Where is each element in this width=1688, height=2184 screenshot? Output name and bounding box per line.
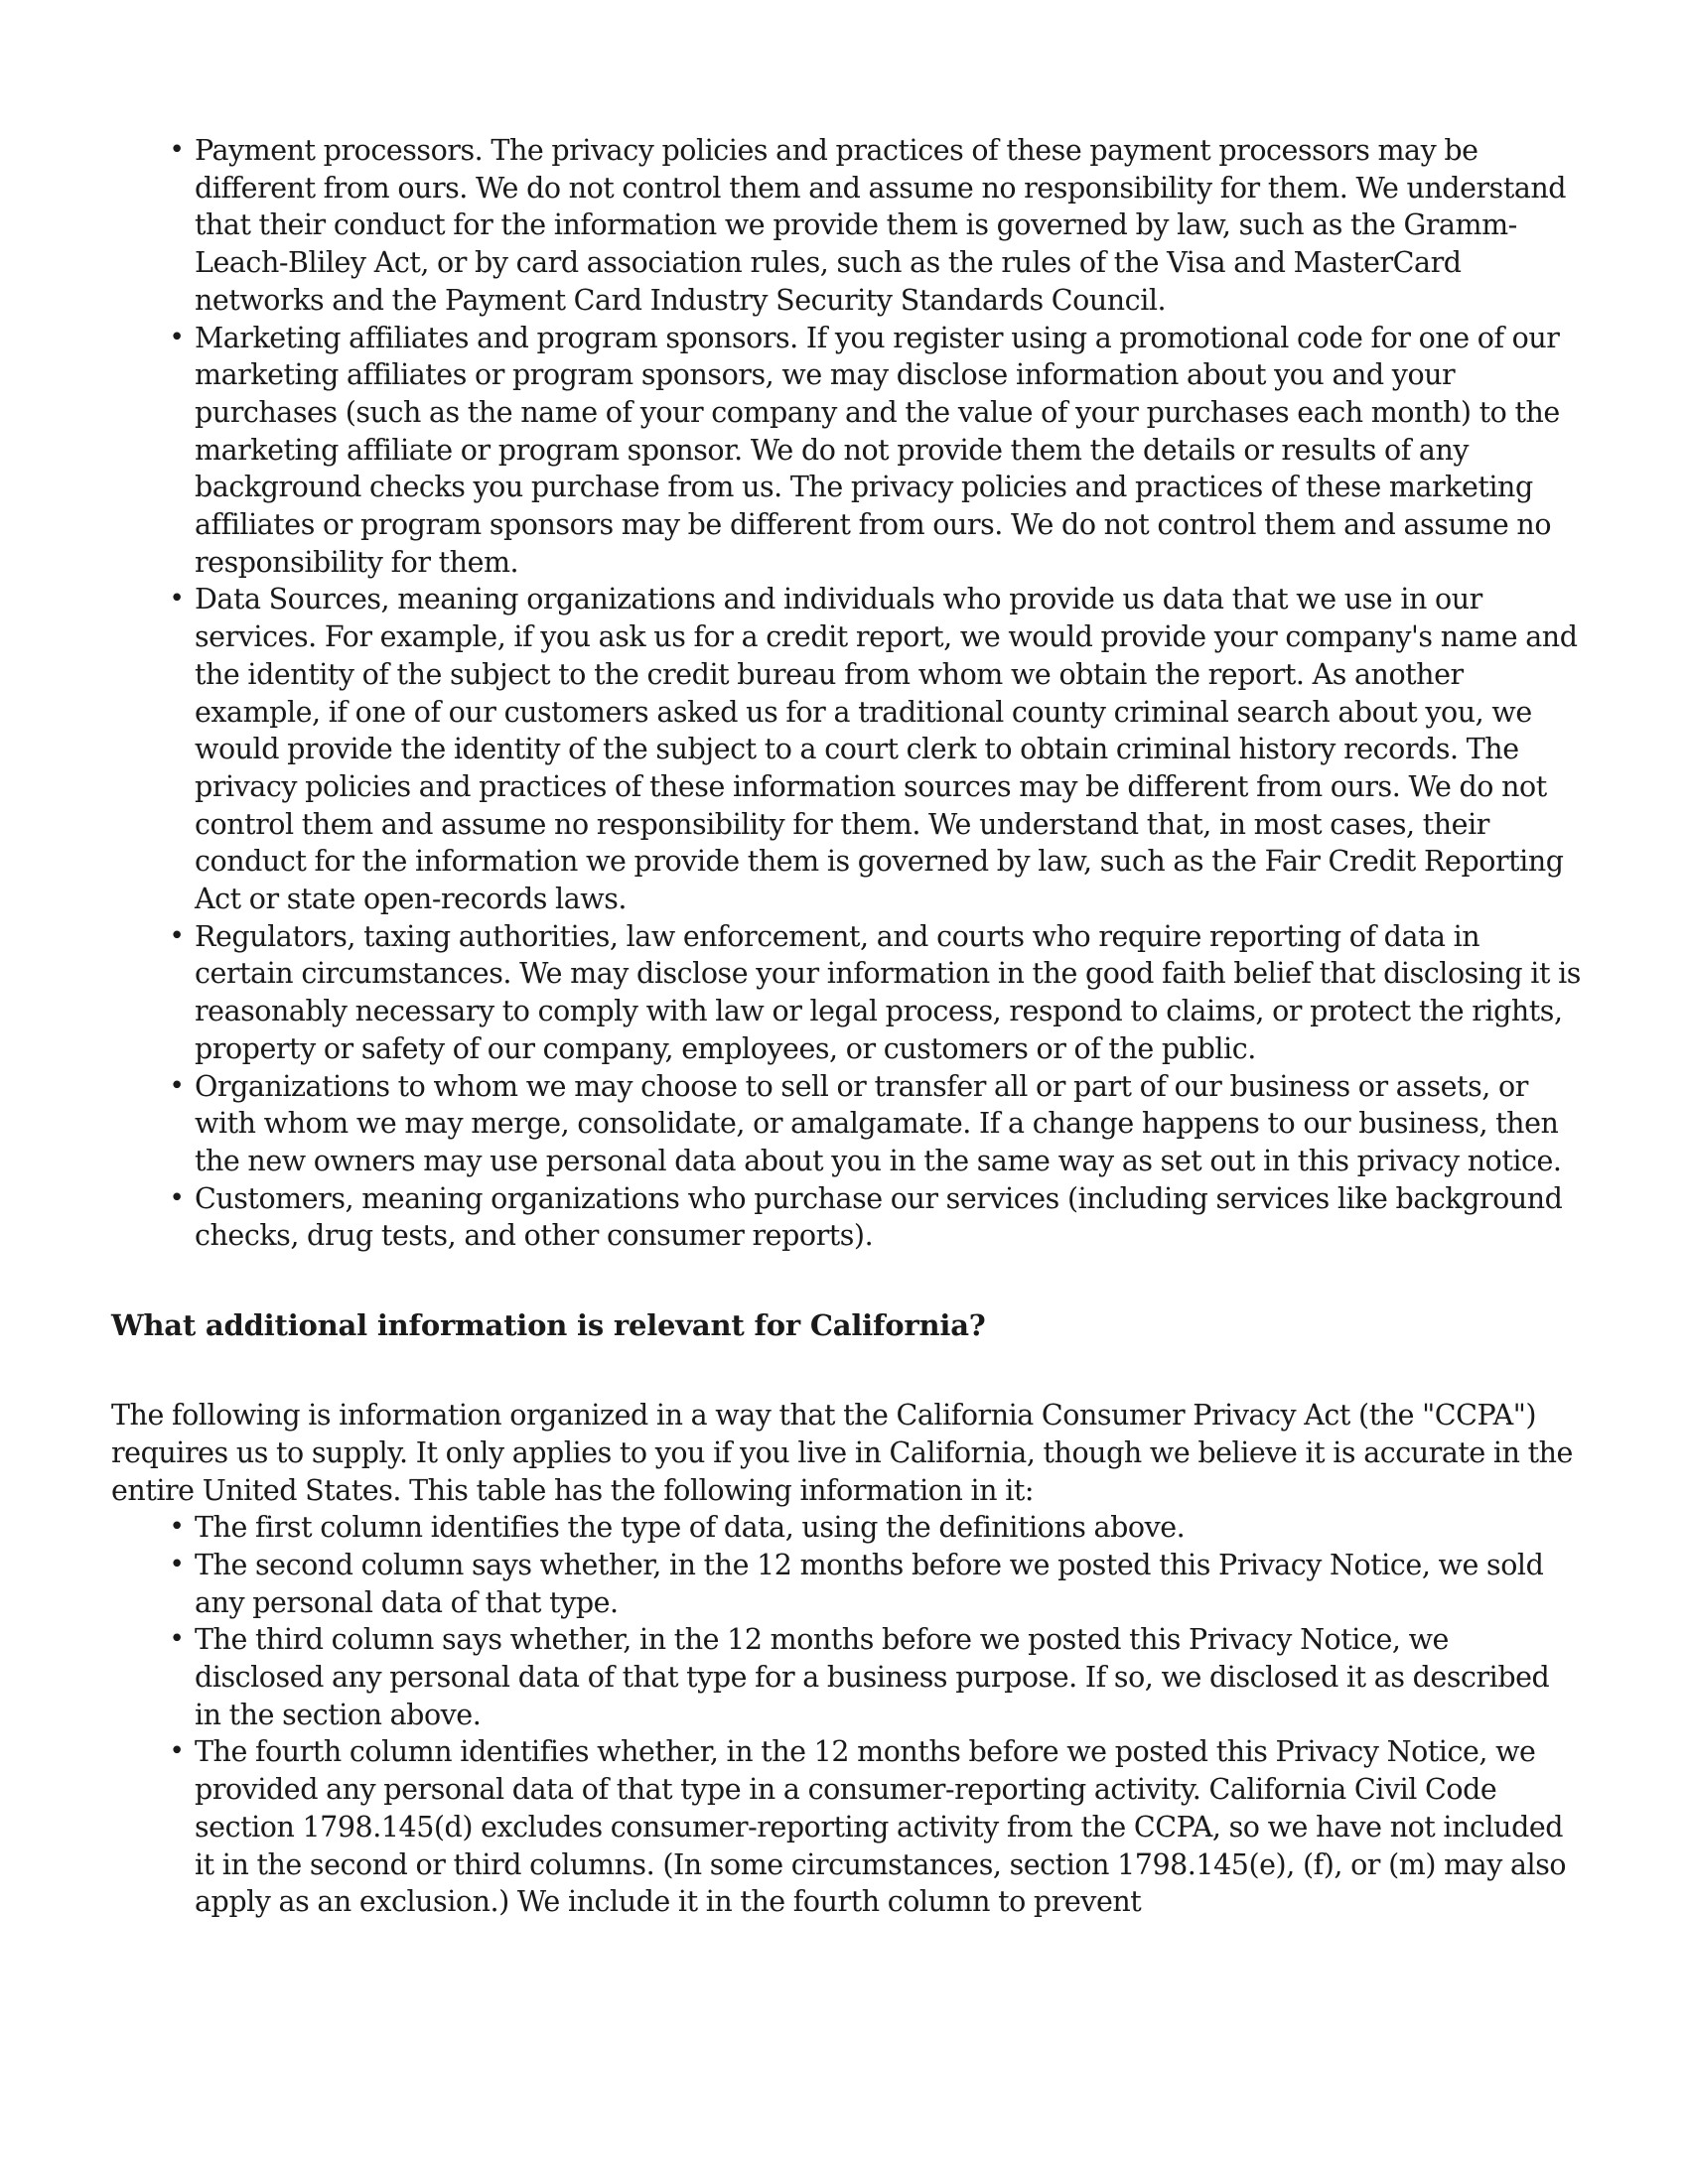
list-item [169, 581, 1581, 917]
list-item-text: The third column says whether, in the 12 months before we posted this Privacy Notice, we disclosed any personal data of that type for a business purpose. If so, we disclosed it as described in the section above. [195, 1623, 1550, 1731]
list-item-text: Regulators, taxing authorities, law enforcement, and courts who require reporting of data in certain circumstances. We may disclose your information in the good faith belief that disclosing it is reasonably necessary to comply with law or legal process, respond to claims, or protect the rights, property or safety of our company, employees, or customers or of the public. [195, 919, 1581, 1065]
document-content [111, 132, 1581, 1921]
bullet-marker: • [169, 1549, 185, 1579]
list-item-text: The first column identifies the type of data, using the definitions above. [195, 1511, 1186, 1545]
disclosure-recipients-list [111, 132, 1581, 1255]
list-item-text: Organizations to whom we may choose to sell or transfer all or part of our business or assets, or with whom we may merge, consolidate, or amalgamate. If a change happens to our business, then the new owners may use personal data about you in the same way as set out in this privacy notice. [195, 1069, 1562, 1177]
list-item [169, 320, 1581, 582]
list-item [169, 1180, 1581, 1255]
list-item-text: Data Sources, meaning organizations and individuals who provide us data that we use in our services. For example, if you ask us for a credit report, we would provide your company's name and the identity of the subject to the credit bureau from whom we obtain the report. As another example, if one of our customers asked us for a traditional county criminal search about you, we would provide the identity of the subject to a court clerk to obtain criminal history records. The privacy policies and practices of these information sources may be different from ours. We do not control them and assume no responsibility for them. We understand that, in most cases, their conduct for the information we provide them is governed by law, such as the Fair Credit Reporting Act or state open-records laws. [195, 583, 1578, 916]
bullet-marker: • [169, 920, 185, 951]
list-item [169, 1068, 1581, 1180]
section-heading: What additional information is relevant for California? [111, 1308, 986, 1343]
intro-paragraph-block [111, 1397, 1581, 1509]
list-item [169, 918, 1581, 1068]
list-item [169, 1547, 1581, 1621]
bullet-marker: • [169, 1070, 185, 1101]
list-item [169, 132, 1581, 320]
list-item-text: Marketing affiliates and program sponsors. If you register using a promotional code for one of our marketing affiliates or program sponsors, we may disclose information about you and your purchases (such as the name of your company and the value of your purchases each month) to the marketing affiliate or program sponsor. We do not provide them the details or results of any background checks you purchase from us. The privacy policies and practices of these marketing affiliates or program sponsors may be different from ours. We do not control them and assume no responsibility for them. [195, 321, 1560, 579]
section-heading-block [111, 1306, 1581, 1344]
bullet-marker: • [169, 1512, 185, 1543]
list-item [169, 1733, 1581, 1921]
intro-paragraph: The following is information organized in a way that the California Consumer Privacy Act (the "CCPA") requires us to supply. It only applies to you if you live in California, though we believe it is accurate in the entire United States. This table has the following information in it: [111, 1399, 1573, 1507]
list-item-text: Payment processors. The privacy policies and practices of these payment processors may be different from ours. We do not control them and assume no responsibility for them. We understand that their conduct for the information we provide them is governed by law, such as the Gramm-Leach-Bliley Act, or by card association rules, such as the rules of the Visa and MasterCard networks and the Payment Card Industry Security Standards Council. [195, 134, 1567, 317]
list-item-text: The second column says whether, in the 12 months before we posted this Privacy Notice, we sold any personal data of that type. [195, 1548, 1544, 1619]
bullet-marker: • [169, 584, 185, 614]
bullet-marker: • [169, 1182, 185, 1213]
list-item [169, 1509, 1581, 1547]
bullet-marker: • [169, 135, 185, 165]
list-item-text: Customers, meaning organizations who purchase our services (including services like background checks, drug tests, and other consumer reports). [195, 1181, 1563, 1253]
bullet-marker: • [169, 322, 185, 352]
list-item-text: The fourth column identifies whether, in the 12 months before we posted this Privacy Notice, we provided any personal data of that type in a consumer-reporting activity. California Civil Code section 1798.145(d) excludes consumer-reporting activity from the CCPA, so we have not included it in the second or third columns. (In some circumstances, section 1798.145(e), (f), or (m) may also apply as an exclusion.) We include it in the fourth column to prevent [195, 1735, 1567, 1919]
bullet-marker: • [169, 1624, 185, 1655]
table-columns-list [111, 1509, 1581, 1921]
bullet-marker: • [169, 1736, 185, 1767]
list-item [169, 1621, 1581, 1733]
